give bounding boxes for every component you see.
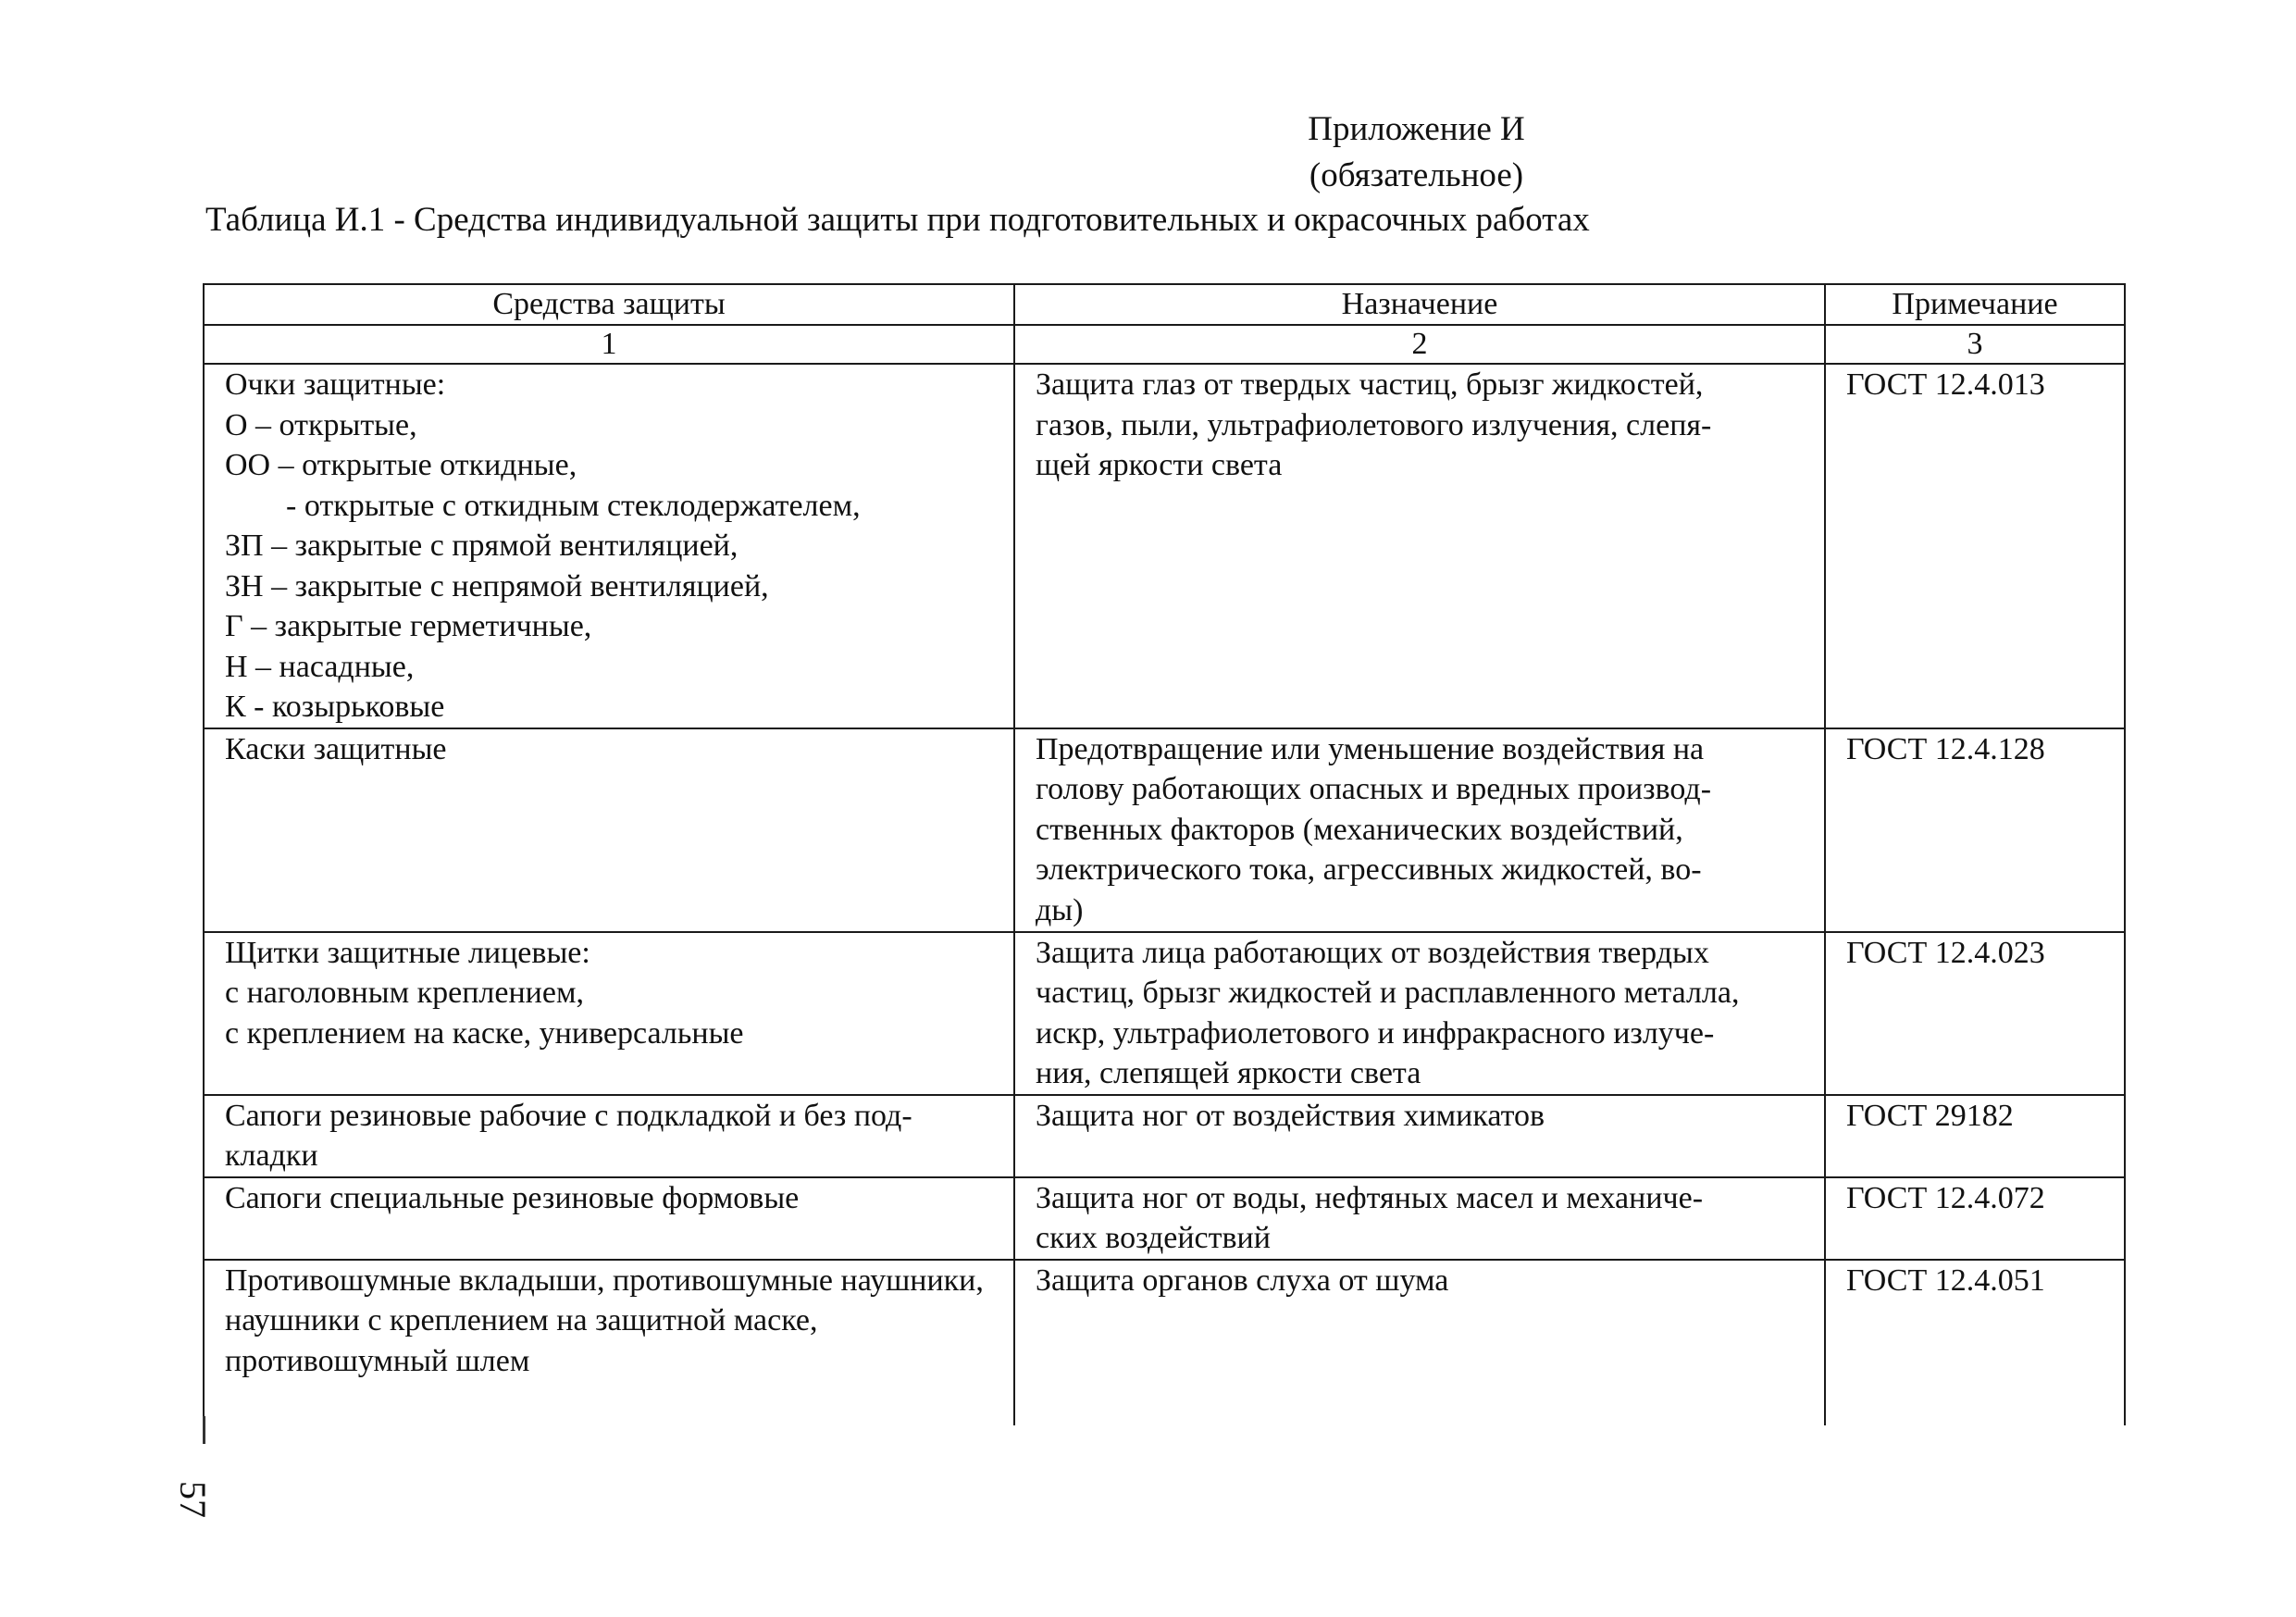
- means-line: ЗП – закрытые с прямой вентиляцией,: [225, 529, 738, 563]
- note-cell: ГОСТ 29182: [1825, 1095, 2125, 1177]
- table-row: [204, 364, 2125, 728]
- means-line: Очки защитные:: [225, 367, 446, 402]
- means-line: Г – закрытые герметичные,: [225, 609, 592, 643]
- means-line: Щитки защитные лицевые:: [225, 935, 590, 970]
- note-cell: ГОСТ 12.4.051: [1825, 1260, 2125, 1425]
- means-line: Н – насадные,: [225, 649, 415, 684]
- table-row: [204, 1095, 2125, 1177]
- note-cell: ГОСТ 12.4.013: [1825, 364, 2125, 728]
- purpose-line: щей яркости света: [1036, 448, 1283, 482]
- means-cell: [204, 932, 1014, 1095]
- purpose-line: Защита глаз от твердых частиц, брызг жидкостей,: [1036, 367, 1704, 402]
- column-number: 3: [1825, 325, 2125, 364]
- purpose-cell: [1014, 1095, 1825, 1177]
- means-cell: [204, 364, 1014, 728]
- header-note: Примечание: [1825, 284, 2125, 325]
- purpose-line: искр, ультрафиолетового и инфракрасного излуче-: [1036, 1015, 1715, 1051]
- means-line: противошумный шлем: [225, 1343, 530, 1378]
- column-number-row: [204, 325, 2125, 364]
- means-line: кладки: [225, 1138, 318, 1173]
- note-cell: ГОСТ 12.4.072: [1825, 1177, 2125, 1260]
- means-line: с наголовным креплением,: [225, 976, 584, 1010]
- purpose-cell: [1014, 1177, 1825, 1260]
- means-line: с креплением на каске, универсальные: [225, 1015, 744, 1051]
- means-line: ОО – открытые откидные,: [225, 448, 577, 482]
- purpose-line: ственных факторов (механических воздействий,: [1036, 812, 1683, 847]
- table-row: [204, 932, 2125, 1095]
- table-row: [204, 728, 2125, 932]
- purpose-line: электрического тока, агрессивных жидкостей, во-: [1036, 852, 1702, 887]
- purpose-line: Защита ног от воды, нефтяных масел и механиче-: [1036, 1180, 1704, 1215]
- column-number: 2: [1014, 325, 1825, 364]
- purpose-line: ских воздействий: [1036, 1221, 1271, 1255]
- note-cell: ГОСТ 12.4.128: [1825, 728, 2125, 932]
- means-line: О – открытые,: [225, 407, 417, 442]
- purpose-line: газов, пыли, ультрафиолетового излучения, слепя-: [1036, 407, 1712, 442]
- note-cell: ГОСТ 12.4.023: [1825, 932, 2125, 1095]
- means-line: - открытые с откидным стеклодержателем,: [286, 488, 861, 523]
- scan-edge-mark: [203, 1416, 205, 1444]
- purpose-cell: [1014, 728, 1825, 932]
- ppe-table: [203, 283, 2126, 1425]
- means-line: К - козырьковые: [225, 690, 445, 724]
- table-row: [204, 1177, 2125, 1260]
- purpose-line: частиц, брызг жидкостей и расплавленного металла,: [1036, 976, 1740, 1010]
- header-row: [204, 284, 2125, 325]
- means-line: Сапоги специальные резиновые формовые: [225, 1180, 800, 1215]
- page-number: 57: [172, 1481, 214, 1518]
- means-cell: [204, 1260, 1014, 1425]
- purpose-line: ния, слепящей яркости света: [1036, 1056, 1421, 1090]
- means-cell: [204, 728, 1014, 932]
- purpose-cell: [1014, 1260, 1825, 1425]
- header-means: Средства защиты: [204, 284, 1014, 325]
- means-cell: [204, 1177, 1014, 1260]
- header-purpose: Назначение: [1014, 284, 1825, 325]
- means-line: Сапоги резиновые рабочие с подкладкой и без под-: [225, 1098, 912, 1133]
- purpose-line: Защита лица работающих от воздействия твердых: [1036, 935, 1709, 970]
- means-cell: [204, 1095, 1014, 1177]
- means-line: Противошумные вкладыши, противошумные наушники, наушники с креплением на защитной маске,: [225, 1263, 984, 1337]
- appendix-subtitle: (обязательное): [1309, 156, 1524, 194]
- means-line: ЗН – закрытые с непрямой вентиляцией,: [225, 568, 769, 603]
- appendix-title: Приложение И: [1308, 110, 1525, 148]
- purpose-line: ды): [1036, 892, 1084, 927]
- purpose-cell: [1014, 932, 1825, 1095]
- purpose-line: Защита органов слуха от шума: [1036, 1263, 1449, 1298]
- purpose-cell: [1014, 364, 1825, 728]
- column-number: 1: [204, 325, 1014, 364]
- table-row: [204, 1260, 2125, 1425]
- purpose-line: Защита ног от воздействия химикатов: [1036, 1098, 1545, 1133]
- purpose-line: голову работающих опасных и вредных производ-: [1036, 772, 1712, 806]
- purpose-line: Предотвращение или уменьшение воздействия на: [1036, 731, 1705, 766]
- table-caption: Таблица И.1 - Средства индивидуальной защиты при подготовительных и окрасочных работах: [205, 201, 1590, 239]
- means-line: Каски защитные: [225, 731, 447, 766]
